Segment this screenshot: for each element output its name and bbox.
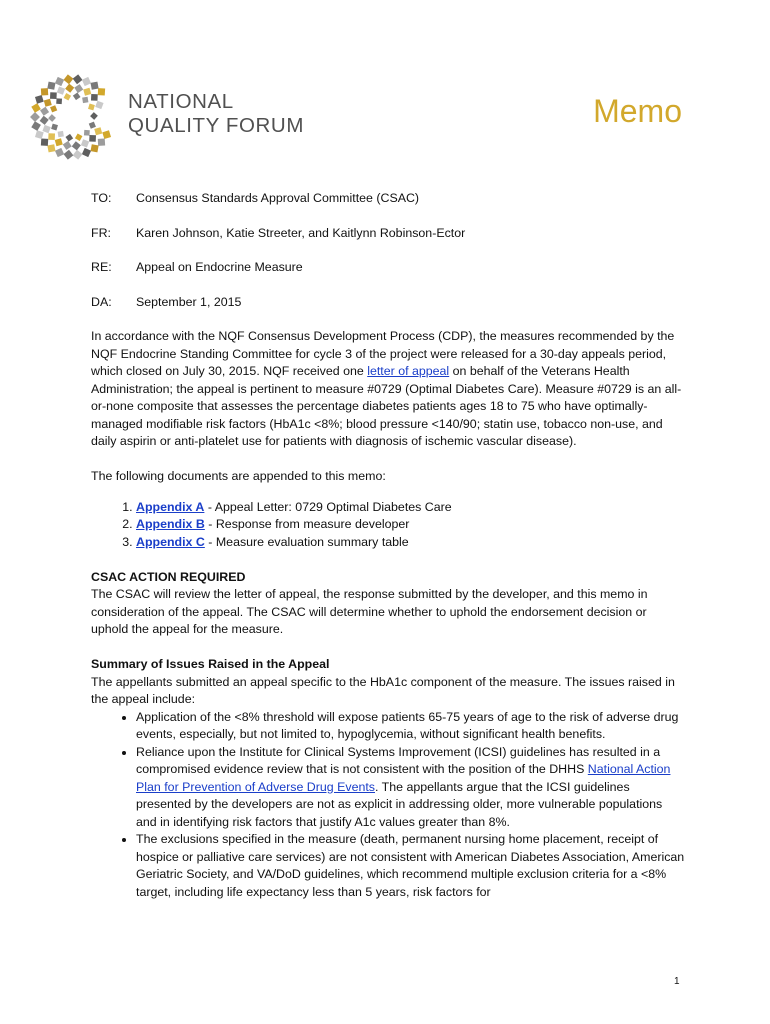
logo-square <box>48 133 55 140</box>
field-value: Karen Johnson, Katie Streeter, and Kaitlynn Robinson-Ector <box>136 225 466 240</box>
memo-field-to <box>91 190 686 208</box>
appendix-b-link[interactable]: Appendix B <box>136 517 205 532</box>
logo-square <box>98 88 105 95</box>
list-item: • Application of the <8% threshold will expose patients 65-75 years of age to the risk of adverse drug events, especially, but not limited to, hypoglycemia, without significant health benefits. <box>136 709 686 744</box>
appendix-desc: - Response from measure developer <box>204 517 410 532</box>
field-value: September 1, 2015 <box>136 294 242 309</box>
logo-square <box>72 141 81 150</box>
logo-square <box>64 74 74 84</box>
field-value: Appeal on Endocrine Measure <box>136 260 303 275</box>
logo-square <box>83 88 91 96</box>
appendix-a-link[interactable]: Appendix A <box>136 499 205 514</box>
documents-intro: The following documents are appended to this memo: <box>91 469 386 484</box>
logo-square <box>65 84 74 93</box>
logo-square <box>91 82 99 90</box>
logo-square <box>42 125 50 133</box>
logo-square <box>89 135 96 142</box>
memo-field-from <box>91 225 686 243</box>
list-item <box>136 534 686 552</box>
logo-square <box>66 134 74 142</box>
logo-square <box>64 150 74 160</box>
memo-header-fields <box>91 190 686 311</box>
logo-square <box>47 144 55 152</box>
org-line-2: QUALITY FORUM <box>128 114 304 137</box>
appendix-desc: - Appeal Letter: 0729 Optimal Diabetes Care <box>204 499 452 514</box>
logo-square <box>57 86 65 94</box>
logo-square <box>31 103 41 113</box>
logo-square <box>51 124 58 131</box>
logo-square <box>40 107 49 116</box>
logo-square <box>30 112 40 122</box>
logo-square <box>74 84 83 93</box>
logo-square <box>94 127 102 135</box>
logo-square <box>55 148 64 157</box>
logo-square <box>35 130 44 139</box>
logo-square <box>84 130 90 136</box>
intro-paragraph <box>91 328 686 451</box>
logo-square <box>98 138 105 145</box>
logo-square <box>73 150 83 160</box>
logo-square <box>75 133 82 140</box>
logo-square <box>55 77 64 86</box>
document-type-title: Memo <box>593 93 682 129</box>
list-item <box>136 499 686 517</box>
list-item <box>136 516 686 534</box>
national-action-plan-link[interactable]: National Action Plan for Prevention of Adverse Drug Events <box>136 762 671 794</box>
letter-of-appeal-link[interactable]: letter of appeal <box>367 364 450 379</box>
memo-field-re <box>91 259 686 277</box>
appendix-c-link[interactable]: Appendix C <box>136 534 205 549</box>
logo-square <box>81 139 89 147</box>
logo-square <box>95 101 103 109</box>
field-label: RE: <box>91 260 112 275</box>
field-value: Consensus Standards Approval Committee (CSAC) <box>136 191 420 205</box>
summary-heading: Summary of Issues Raised in the Appeal <box>91 657 330 672</box>
logo-square <box>40 116 49 125</box>
csac-heading: CSAC ACTION REQUIRED <box>91 569 246 584</box>
field-label: DA: <box>91 294 112 309</box>
logo-square <box>50 105 57 112</box>
logo-square <box>35 95 44 104</box>
logo-square <box>90 112 98 120</box>
organization-name <box>128 90 304 138</box>
logo-square <box>47 82 55 90</box>
logo-square <box>55 138 63 146</box>
logo-square <box>73 92 81 100</box>
logo-square <box>50 92 57 99</box>
logo-square <box>58 131 64 137</box>
logo-square <box>102 130 111 139</box>
memo-field-date <box>91 294 686 312</box>
csac-body: The CSAC will review the letter of appeal, the response submitted by the developer, and this memo in consideration of the appeal. The CSAC will determine whether to uphold the endorsement decision or uphold the appeal for the measure. <box>91 587 648 637</box>
logo-square <box>41 138 48 145</box>
appendix-desc: - Measure evaluation summary table <box>204 534 409 549</box>
org-line-1: NATIONAL <box>128 90 234 113</box>
logo-square <box>82 148 91 157</box>
appendix-list <box>91 499 686 552</box>
logo-square <box>73 74 83 84</box>
logo-square <box>89 122 96 129</box>
memo-body <box>91 190 686 901</box>
field-label: FR: <box>91 225 111 240</box>
issue-text-start: Reliance upon the Institute for Clinical Systems Improvement (ICSI) guidelines has resulted in a compromised evidence review that is not consistent with the position of the DHHS <box>136 744 661 777</box>
logo-square <box>91 94 98 101</box>
list-item <box>136 744 686 832</box>
issue-text-end: . The appellants argue that the ICSI guidelines presented by the developers are not as explicit in addressing older, more vulnerable populations and in identifying risk factors that justify A1c values greater than 8%. <box>136 779 663 829</box>
logo-square <box>44 99 52 107</box>
intro-text-start: In accordance with the NQF Consensus Development Process (CDP), the measures recommended by the NQF Endocrine Standing Committee for cycle 3 of the project were released for a 30-day appeals period, which closed on July 30, 2015. NQF received one <box>91 329 675 379</box>
logo-square <box>48 114 56 122</box>
list-item: • The exclusions specified in the measure (death, permanent nursing home placement, receipt of hospice or palliative care services) are not consistent with American Diabetes Association, American Geriatric Society, and VA/DoD guidelines, which recommend multiple exclusion criteria for a <8% target, including life expectancy less than 5 years, risk factors for <box>136 831 686 901</box>
logo-square <box>91 144 99 152</box>
logo-square <box>63 141 72 150</box>
nqf-logo-icon <box>28 72 118 162</box>
logo-square <box>64 93 71 100</box>
intro-text-end: on behalf of the Veterans Health Administration; the appeal is pertinent to measure #0729 (Optimal Diabetes Care). Measure #0729 is an all-or-none composite that assesses the percentage diabetes patients ages 18 to 75 who have optimally-managed modifiable risk factors (HbA1c <8%; blood pressure <140/90; statin use, tobacco non-use, and daily aspirin or anti-platelet use for patients with diagnosis of ischemic vascular disease). <box>91 364 682 449</box>
page-number: 1 <box>674 976 680 987</box>
logo-square <box>31 121 41 131</box>
field-label: TO: <box>91 191 112 205</box>
summary-intro: The appellants submitted an appeal specific to the HbA1c component of the measure. The issues raised in the appeal include: <box>91 674 675 707</box>
issues-list <box>91 709 686 902</box>
logo-square <box>82 97 88 103</box>
logo-square <box>56 98 62 104</box>
logo-square <box>88 104 95 111</box>
logo-square <box>41 88 48 95</box>
logo-square <box>82 77 91 86</box>
